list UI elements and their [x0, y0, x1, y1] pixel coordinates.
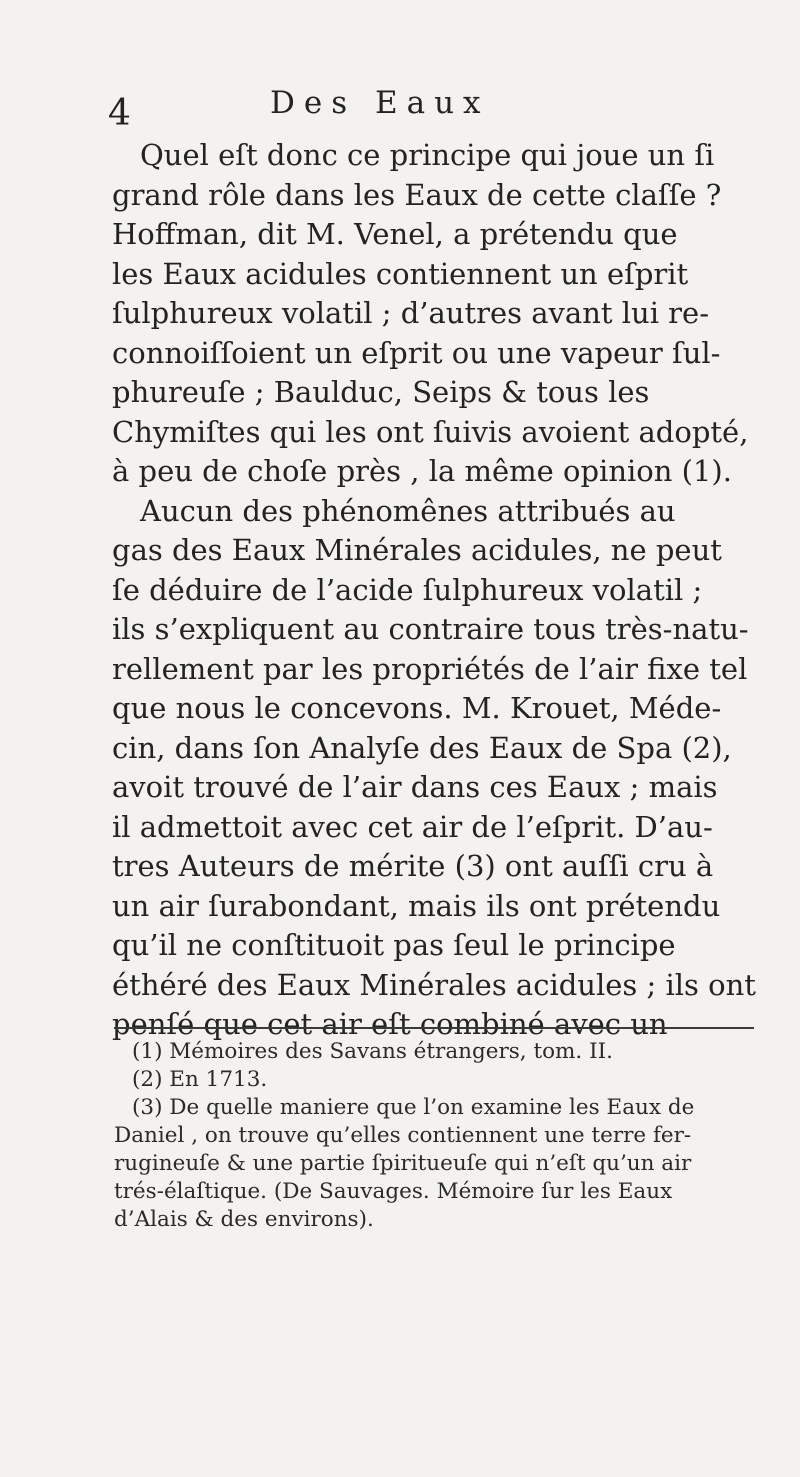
text-line: Chymiſtes qui les ont ſuivis avoient adopté,: [112, 414, 749, 449]
text-line: avoit trouvé de l’air dans ces Eaux ; mais: [112, 770, 718, 804]
text-line: que nous le concevons. M. Krouet, Méde-: [112, 691, 722, 725]
text-line: Hoffman, dit M. Venel, a prétendu que: [112, 217, 678, 251]
text-line: gas des Eaux Minérales acidules, ne peut: [112, 533, 722, 567]
text-line: phureuſe ; Baulduc, Seips & tous les: [112, 375, 650, 409]
main-text: [112, 136, 756, 1045]
footnote-line: (2) En 1713.: [132, 1067, 268, 1092]
footnote-line: Daniel , on trouve qu’elles contiennent une terre fer-: [114, 1123, 692, 1148]
text-line: rellement par les propriétés de l’air fixe tel: [112, 651, 748, 686]
text-line: Quel eſt donc ce principe qui joue un ſi: [140, 138, 715, 172]
footnote-line: d’Alais & des environs).: [114, 1207, 374, 1232]
text-line: qu’il ne conſtituoit pas ſeul le principe: [112, 928, 676, 962]
text-line: ils s’expliquent au contraire tous très-natu-: [112, 612, 749, 646]
footnote-line: (1) Mémoires des Savans étrangers, tom. II.: [132, 1039, 613, 1064]
footnote-line: rugineuſe & une partie ſpiritueuſe qui n’eſt qu’un air: [114, 1151, 692, 1176]
text-line: Aucun des phénomênes attribués au: [140, 493, 676, 528]
text-line: à peu de choſe près , la même opinion (1).: [112, 454, 732, 488]
text-line: éthéré des Eaux Minérales acidules ; ils ont: [112, 967, 756, 1002]
text-line: ſe déduire de l’acide ſulphureux volatil ;: [112, 572, 703, 607]
text-line: il admettoit avec cet air de l’eſprit. D’au-: [112, 809, 713, 844]
text-line: grand rôle dans les Eaux de cette claſſe ?: [112, 177, 722, 212]
footnotes: [114, 1038, 764, 1234]
footnote-line: trés-élaſtique. (De Sauvages. Mémoire ſur les Eaux: [114, 1179, 673, 1204]
text-line: connoiſſoient un eſprit ou une vapeur ſul-: [112, 335, 721, 370]
running-title: Des Eaux: [270, 85, 490, 121]
page-number: 4: [108, 93, 131, 134]
text-line: un air ſurabondant, mais ils ont prétendu: [112, 888, 721, 923]
text-line: penſé que cet air eſt combiné avec un: [112, 1007, 668, 1041]
text-line: les Eaux acidules contiennent un eſprit: [112, 256, 689, 291]
text-line: ſulphureux volatil ; d’autres avant lui re-: [112, 296, 710, 330]
footnote-divider: [114, 1027, 754, 1029]
text-line: cin, dans ſon Analyſe des Eaux de Spa (2),: [112, 730, 732, 765]
footnote-line: (3) De quelle maniere que l’on examine les Eaux de: [132, 1095, 695, 1120]
text-line: tres Auteurs de mérite (3) ont auſſi cru à: [112, 849, 714, 883]
